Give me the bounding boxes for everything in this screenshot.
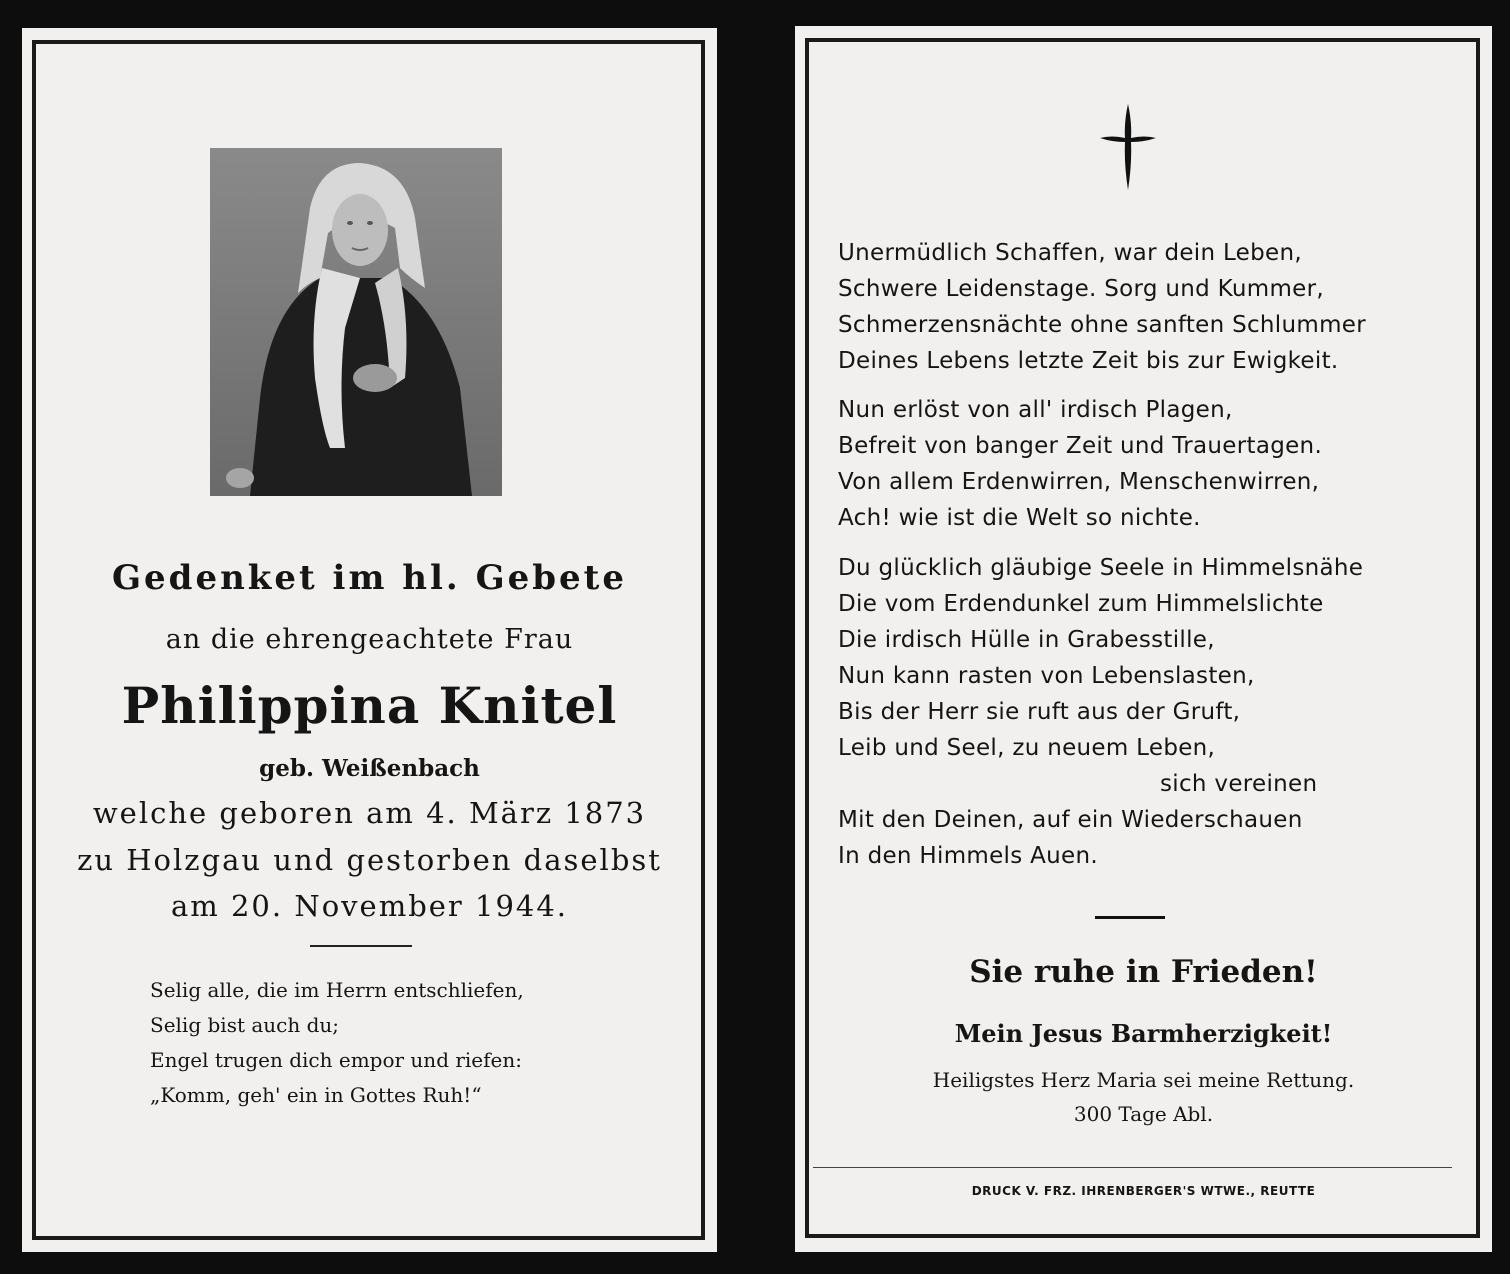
poem-line: Du glücklich gläubige Seele in Himmelsnähe: [838, 555, 1364, 581]
portrait-illustration: [210, 148, 502, 496]
poem-line: Schmerzensnächte ohne sanften Schlummer: [838, 312, 1366, 338]
poem-line: Leib und Seel, zu neuem Leben,: [838, 735, 1216, 761]
poem-line: Bis der Herr sie ruft aus der Gruft,: [838, 699, 1241, 725]
printer-divider: [813, 1167, 1452, 1168]
right-divider: [1095, 916, 1165, 919]
poem-line: In den Himmels Auen.: [838, 843, 1098, 869]
birth-line: welche geboren am 4. März 1873: [92, 796, 647, 830]
rest-in-peace: Sie ruhe in Frieden!: [969, 954, 1318, 990]
mercy-prayer: Mein Jesus Barmherzigkeit!: [954, 1019, 1333, 1048]
memorial-intro: an die ehrengeachtete Frau: [165, 624, 574, 655]
poem-line: Nun erlöst von all' irdisch Plagen,: [838, 397, 1233, 423]
memorial-title: Gedenket im hl. Gebete: [112, 558, 627, 598]
deceased-name: Philippina Knitel: [121, 676, 618, 735]
cross-icon: [1098, 102, 1158, 192]
indulgence-note: 300 Tage Abl.: [1073, 1102, 1214, 1126]
right-page: [795, 26, 1492, 1252]
verse-line: Engel trugen dich empor und riefen:: [150, 1048, 523, 1072]
maiden-name: geb. Weißenbach: [259, 755, 480, 782]
left-divider: [310, 945, 412, 947]
verse-line: Selig alle, die im Herrn entschliefen,: [150, 978, 524, 1002]
poem-line: Von allem Erdenwirren, Menschenwirren,: [838, 469, 1320, 495]
death-line: am 20. November 1944.: [170, 889, 569, 923]
place-line: zu Holzgau und gestorben daselbst: [77, 843, 662, 877]
poem-line: Die vom Erdendunkel zum Himmelslichte: [838, 591, 1324, 617]
poem-line: Unermüdlich Schaffen, war dein Leben,: [838, 240, 1302, 266]
poem-line: Ach! wie ist die Welt so nichte.: [838, 505, 1201, 531]
poem-line: sich vereinen: [1160, 771, 1318, 797]
printer-credit: DRUCK V. FRZ. IHRENBERGER'S WTWE., REUTTE: [971, 1184, 1316, 1198]
verse-line: Selig bist auch du;: [150, 1013, 340, 1037]
poem-line: Die irdisch Hülle in Grabesstille,: [838, 627, 1215, 653]
poem-line: Befreit von banger Zeit und Trauertagen.: [838, 433, 1323, 459]
heart-prayer: Heiligstes Herz Maria sei meine Rettung.: [932, 1068, 1355, 1092]
left-page: [22, 28, 717, 1252]
portrait-photo: [210, 148, 502, 496]
verse-line: „Komm, geh' ein in Gottes Ruh!“: [150, 1083, 482, 1107]
poem-line: Deines Lebens letzte Zeit bis zur Ewigkeit.: [838, 348, 1339, 374]
poem-line: Nun kann rasten von Lebenslasten,: [838, 663, 1255, 689]
poem-line: Schwere Leidenstage. Sorg und Kummer,: [838, 276, 1324, 302]
poem-line: Mit den Deinen, auf ein Wiederschauen: [838, 807, 1303, 833]
